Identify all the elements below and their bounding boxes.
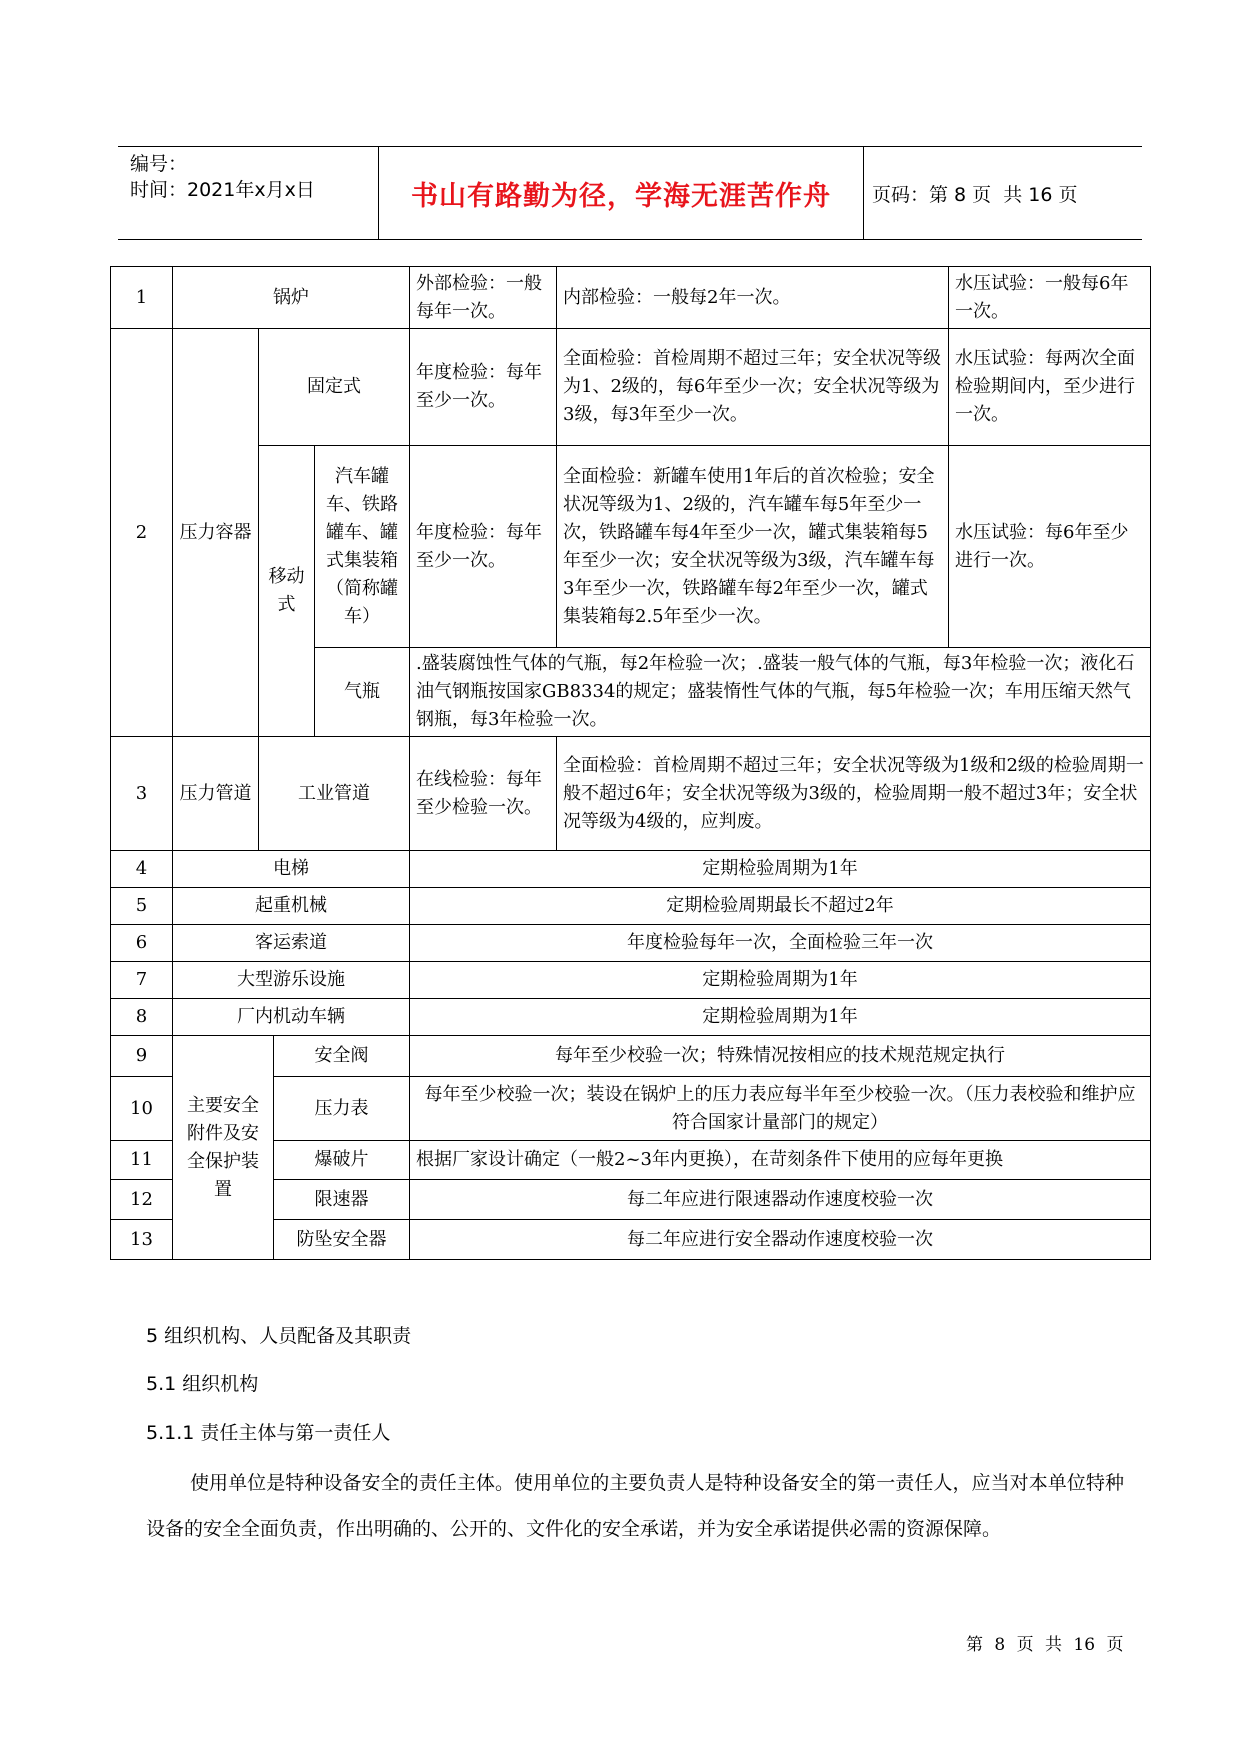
table-row: [111, 329, 1151, 446]
row-number: 5: [111, 888, 173, 925]
cell-text: 在线检验：每年至少检验一次。: [410, 737, 557, 851]
section-5-heading: 5 组织机构、人员配备及其职责: [146, 1325, 412, 1347]
accessory-name: 爆破片: [274, 1141, 410, 1180]
page-header: [118, 146, 1142, 240]
table-row: [111, 925, 1151, 962]
equipment-name: 压力管道: [173, 737, 259, 851]
accessory-group: 主要安全附件及安全保护装置: [173, 1036, 274, 1260]
section-5-1-1-heading: 5.1.1 责任主体与第一责任人: [146, 1422, 391, 1444]
accessory-name: 压力表: [274, 1077, 410, 1141]
accessory-name: 限速器: [274, 1180, 410, 1220]
cell-text: 每年至少校验一次；装设在锅炉上的压力表应每半年至少校验一次。（压力表校验和维护应符合国家计量部门的规定）: [410, 1077, 1151, 1141]
row-number: 4: [111, 851, 173, 888]
equipment-name: 客运索道: [173, 925, 410, 962]
table-row: [111, 999, 1151, 1036]
cell-text: 内部检验：一般每2年一次。: [557, 267, 949, 329]
sub-type: 汽车罐车、铁路罐车、罐式集装箱（简称罐车）: [315, 446, 410, 648]
header-slogan: 书山有路勤为径，学海无涯苦作舟: [378, 147, 864, 239]
cell-text: 全面检验：首检周期不超过三年；安全状况等级为1、2级的，每6年至少一次；安全状况等级为3级，每3年至少一次。: [557, 329, 949, 446]
table-row: [111, 888, 1151, 925]
table-row: [111, 446, 1151, 648]
equipment-name: 锅炉: [173, 267, 410, 329]
header-page-info: 页码：第 8 页 共 16 页: [872, 183, 1078, 206]
cell-text: 全面检验：首检周期不超过三年；安全状况等级为1级和2级的检验周期一般不超过6年；安全状况等级为3级的，检验周期一般不超过3年；安全状况等级为4级的，应判废。: [557, 737, 1151, 851]
row-number: 10: [111, 1077, 173, 1141]
table-row: [111, 1036, 1151, 1077]
table-row: [111, 267, 1151, 329]
cell-text: 外部检验：一般每年一次。: [410, 267, 557, 329]
cell-text: 根据厂家设计确定（一般2~3年内更换），在苛刻条件下使用的应每年更换: [410, 1141, 1151, 1180]
row-number: 9: [111, 1036, 173, 1077]
page-footer: 第 8 页 共 16 页: [966, 1635, 1124, 1655]
row-number: 7: [111, 962, 173, 999]
sub-type: 气瓶: [315, 648, 410, 737]
cell-text: 每二年应进行限速器动作速度校验一次: [410, 1180, 1151, 1220]
sub-type: 工业管道: [259, 737, 410, 851]
row-number: 3: [111, 737, 173, 851]
cell-text: 全面检验：新罐车使用1年后的首次检验；安全状况等级为1、2级的，汽车罐车每5年至少一次，铁路罐车每4年至少一次，罐式集装箱每5年至少一次；安全状况等级为3级，汽车罐车每3年至少一次，铁路罐车每2年至少一次，罐式集装箱每2.5年至少一次。: [557, 446, 949, 648]
table-row: [111, 737, 1151, 851]
cell-text: 水压试验：每两次全面检验期间内，至少进行一次。: [949, 329, 1151, 446]
cell-text: 定期检验周期为1年: [410, 962, 1151, 999]
cell-text: 年度检验：每年至少一次。: [410, 446, 557, 648]
cell-text: 定期检验周期为1年: [410, 851, 1151, 888]
cell-text: 每年至少校验一次；特殊情况按相应的技术规范规定执行: [410, 1036, 1151, 1077]
equipment-name: 电梯: [173, 851, 410, 888]
row-number: 1: [111, 267, 173, 329]
section-5-1-heading: 5.1 组织机构: [146, 1373, 259, 1395]
row-number: 13: [111, 1220, 173, 1260]
cell-text: 年度检验每年一次，全面检验三年一次: [410, 925, 1151, 962]
cell-text: 水压试验：每6年至少进行一次。: [949, 446, 1151, 648]
mobile-label: 移动式: [259, 446, 315, 737]
equipment-name: 厂内机动车辆: [173, 999, 410, 1036]
body-paragraph: 使用单位是特种设备安全的责任主体。使用单位的主要负责人是特种设备安全的第一责任人，应当对本单位特种设备的安全全面负责，作出明确的、公开的、文件化的安全承诺，并为安全承诺提供必需的资源保障。: [146, 1472, 1124, 1540]
row-number: 2: [111, 329, 173, 737]
row-number: 11: [111, 1141, 173, 1180]
equipment-name: 压力容器: [173, 329, 259, 737]
row-number: 12: [111, 1180, 173, 1220]
header-left: [130, 151, 315, 203]
cell-text: 水压试验：一般每6年一次。: [949, 267, 1151, 329]
number-label: 编号：: [130, 153, 188, 175]
cell-text: 定期检验周期为1年: [410, 999, 1151, 1036]
cell-text: 年度检验：每年至少一次。: [410, 329, 557, 446]
equipment-name: 大型游乐设施: [173, 962, 410, 999]
accessory-name: 防坠安全器: [274, 1220, 410, 1260]
table-row: [111, 962, 1151, 999]
equipment-name: 起重机械: [173, 888, 410, 925]
inspection-table: [110, 266, 1151, 1260]
accessory-name: 安全阀: [274, 1036, 410, 1077]
cell-text: .盛装腐蚀性气体的气瓶，每2年检验一次；.盛装一般气体的气瓶，每3年检验一次；液化石油气钢瓶按国家GB8334的规定；盛装惰性气体的气瓶，每5年检验一次；车用压缩天然气钢瓶，每3年检验一次。: [410, 648, 1151, 737]
time-label: 时间：2021年x月x日: [130, 179, 315, 201]
cell-text: 定期检验周期最长不超过2年: [410, 888, 1151, 925]
row-number: 8: [111, 999, 173, 1036]
sub-type: 固定式: [259, 329, 410, 446]
row-number: 6: [111, 925, 173, 962]
table-row: [111, 851, 1151, 888]
cell-text: 每二年应进行安全器动作速度校验一次: [410, 1220, 1151, 1260]
